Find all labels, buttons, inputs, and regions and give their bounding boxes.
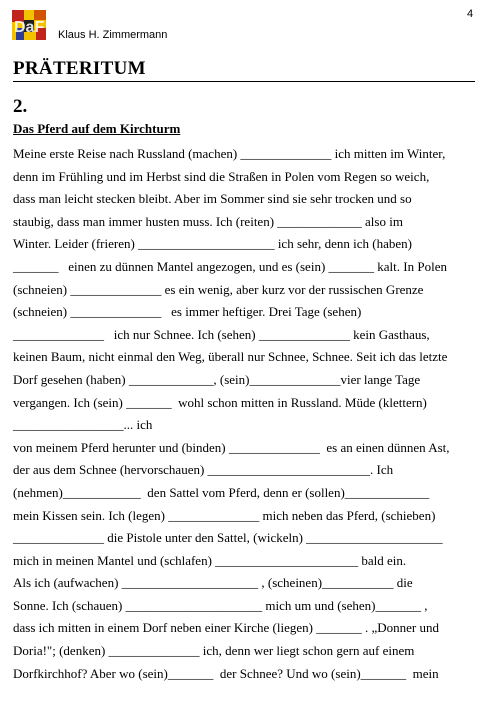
text-line: Sonne. Ich (schauen) _____________________ mich um und (sehen)_______ ,	[13, 597, 428, 613]
text-line: Dorf gesehen (haben) _____________, (sein)______________vier lange Tage	[13, 371, 421, 387]
text-line: denn im Frühling und im Herbst sind die Straßen in Polen vom Regen so weich,	[13, 168, 430, 184]
page-title: PRÄTERITUM	[13, 58, 146, 79]
svg-text:DaF: DaF	[14, 19, 45, 36]
text-line: mich in meinen Mantel und (schlafen) ______________________ bald ein.	[13, 552, 407, 568]
text-line: mein Kissen sein. Ich (legen) ______________ mich neben das Pferd, (schieben)	[13, 507, 436, 523]
text-line: _______ einen zu dünnen Mantel angezogen, und es (sein) _______ kalt. In Polen	[13, 258, 447, 274]
text-line: Dorfkirchhof? Aber wo (sein)_______ der Schnee? Und wo (sein)_______ mein	[13, 665, 439, 681]
text-line: _________________... ich	[13, 417, 153, 433]
story-title: Das Pferd auf dem Kirchturm	[13, 121, 181, 136]
text-line: staubig, dass man immer husten muss. Ich (reiten) _____________ also im	[13, 213, 403, 229]
text-line: vergangen. Ich (sein) _______ wohl schon mitten in Russland. Müde (klettern)	[13, 394, 427, 410]
text-line: dass man leicht stecken bleibt. Aber im Sommer sind sie sehr trocken und so	[13, 191, 412, 207]
text-line: (schneien) ______________ es immer heftiger. Drei Tage (sehen)	[13, 304, 362, 320]
text-line: Meine erste Reise nach Russland (machen) ______________ ich mitten im Winter,	[13, 146, 446, 161]
title-divider	[13, 81, 475, 82]
text-line: ______________ die Pistole unter den Sattel, (wickeln) _____________________	[13, 530, 443, 546]
text-line: keinen Baum, nicht einmal den Weg, überall nur Schnee, Schnee. Seit ich das letzte	[13, 349, 448, 365]
page-number: 4	[467, 8, 474, 20]
text-line: der aus dem Schnee (hervorschauen) _________________________. Ich	[13, 462, 394, 478]
exercise-number: 2.	[13, 96, 28, 117]
text-line: Winter. Leider (frieren) _____________________ ich sehr, denn ich (haben)	[13, 236, 412, 252]
text-line: Als ich (aufwachen) _____________________ , (scheinen)___________ die	[13, 575, 413, 591]
text-line: Doria!"; (denken) ______________ ich, denn wer liegt schon gern auf einem	[13, 643, 415, 659]
page-header	[0, 0, 500, 48]
text-line: dass ich mitten in einem Dorf neben einer Kirche (liegen) _______ . „Donner und	[13, 620, 439, 636]
exercise-text	[13, 143, 483, 685]
text-line: (schneien) ______________ es ein wenig, aber kurz vor der russischen Grenze	[13, 281, 424, 297]
author-name: Klaus H. Zimmermann	[58, 29, 168, 41]
text-line: ______________ ich nur Schnee. Ich (sehen) ______________ kein Gasthaus,	[13, 326, 430, 342]
text-line: von meinem Pferd herunter und (binden) ______________ es an einen dünnen Ast,	[13, 439, 450, 455]
daf-logo	[12, 10, 46, 40]
text-line: (nehmen)____________ den Sattel vom Pferd, denn er (sollen)_____________	[13, 484, 430, 500]
